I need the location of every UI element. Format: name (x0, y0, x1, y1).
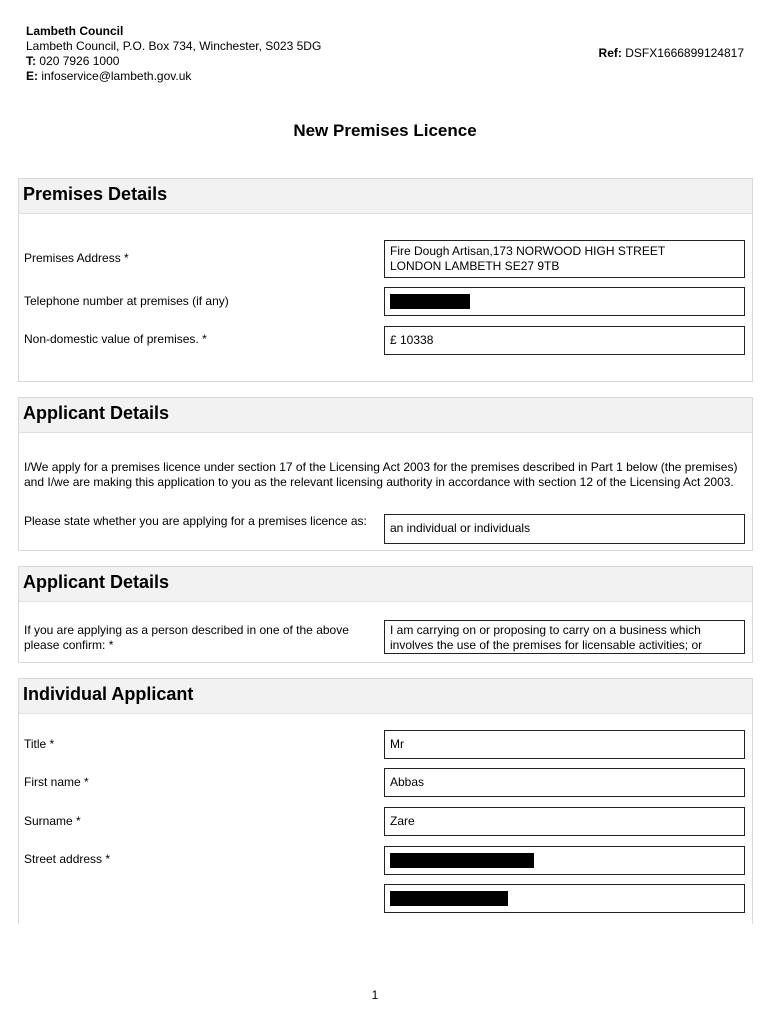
confirm-field[interactable]: I am carrying on or proposing to carry on a business which involves the use of the premises for licensable activities; or (384, 620, 745, 654)
street-address-field-2[interactable] (384, 884, 745, 913)
section-heading: Applicant Details (19, 567, 752, 602)
email-label: E: (26, 69, 38, 83)
non-domestic-value-label: Non-domestic value of premises. * (24, 332, 207, 346)
premises-address-label: Premises Address * (24, 251, 129, 265)
premises-address-field[interactable] (384, 240, 745, 278)
reference-label: Ref: (598, 46, 622, 60)
surname-label: Surname * (24, 814, 81, 828)
email-address[interactable]: infoservice@lambeth.gov.uk (41, 69, 192, 83)
surname-field[interactable]: Zare (384, 807, 745, 836)
document-title: New Premises Licence (293, 121, 477, 140)
street-address-label: Street address * (24, 852, 111, 866)
redacted-block (390, 891, 508, 906)
telephone-label: T: (26, 54, 36, 68)
street-address-field-1[interactable] (384, 846, 745, 875)
non-domestic-value-field[interactable]: £ 10338 (384, 326, 745, 355)
reference (599, 46, 744, 60)
applying-as-field[interactable]: an individual or individuals (384, 514, 745, 544)
premises-address-line2: LONDON LAMBETH SE27 9TB (390, 259, 560, 273)
reference-number: DSFX1666899124817 (625, 46, 744, 60)
title-field[interactable]: Mr (384, 730, 745, 759)
page-number: 1 (371, 988, 379, 1002)
section-heading: Individual Applicant (19, 679, 752, 714)
applying-as-label: Please state whether you are applying for a premises licence as: (24, 514, 367, 528)
first-name-label: First name * (24, 775, 89, 789)
council-address: Lambeth Council, P.O. Box 734, Winchester, S023 5DG (26, 39, 322, 53)
redacted-block (390, 853, 534, 868)
premises-telephone-field[interactable] (384, 287, 745, 316)
telephone-number: 020 7926 1000 (39, 54, 120, 68)
section-heading: Applicant Details (19, 398, 752, 433)
section-heading: Premises Details (19, 179, 752, 214)
premises-address-line1: Fire Dough Artisan,173 NORWOOD HIGH STREET (390, 244, 666, 258)
application-statement: I/We apply for a premises licence under section 17 of the Licensing Act 2003 for the premises described in Part 1 below (the premises) and I/we are making this application to you as the relevant licensing authority in accordance with section 12 of the Licensing Act 2003. (24, 460, 738, 489)
premises-telephone-label: Telephone number at premises (if any) (24, 294, 229, 308)
redacted-block (390, 294, 470, 309)
first-name-field[interactable]: Abbas (384, 768, 745, 797)
council-name: Lambeth Council (26, 24, 124, 38)
council-contact-block (26, 24, 321, 84)
confirm-label: If you are applying as a person described in one of the above please confirm: * (24, 623, 349, 652)
title-label: Title * (24, 737, 55, 751)
